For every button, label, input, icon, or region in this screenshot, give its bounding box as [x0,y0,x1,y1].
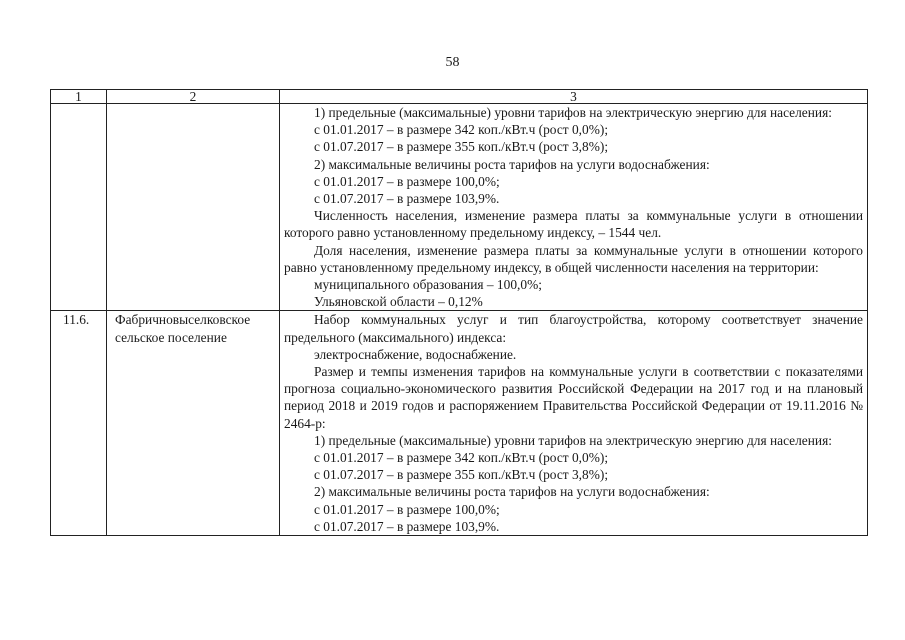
tariff-table [50,89,868,536]
column-header-3: 3 [280,90,868,104]
text-paragraph: муниципального образования – 100,0%; [314,277,542,293]
column-header-1: 1 [51,90,107,104]
settlement-name-cell [107,104,280,311]
row-number: 11.6. [63,312,90,328]
text-paragraph: с 01.07.2017 – в размере 103,9%. [314,191,500,207]
text-paragraph: с 01.01.2017 – в размере 100,0%; [314,173,500,189]
text-paragraph: 2) максимальные величины роста тарифов на услуги водоснабжения: [314,484,710,500]
text-paragraph: с 01.07.2017 – в размере 355 коп./кВт.ч (рост 3,8%); [314,139,609,155]
text-paragraph: Численность населения, изменение размера платы за коммунальные услуги в отношении которого равно установленному предельному индексу, – 1544 чел. [284,208,863,241]
text-paragraph: с 01.07.2017 – в размере 103,9%. [314,518,500,534]
row-number-cell [51,104,107,311]
description-cell [280,104,868,311]
description-cell [280,311,868,536]
settlement-name: Фабричновыселковское сельское поселение [115,312,251,345]
table-row [51,311,868,536]
text-paragraph: с 01.01.2017 – в размере 342 коп./кВт.ч (рост 0,0%); [314,122,609,138]
text-paragraph: Ульяновской области – 0,12% [314,294,483,310]
row-number-cell [51,311,107,536]
text-paragraph: Доля населения, изменение размера платы за коммунальные услуги в отношении которого равно установленному предельному индексу, в общей численности населения на территории: [284,242,863,275]
text-paragraph: Размер и темпы изменения тарифов на коммунальные услуги в соответствии с показателями прогноза социально-экономического развития Российской Федерации на 2017 год и на плановый период 2018 и 2019 годов и распоряжением Правительства Российской Федерации от 19.11.2016 № 2464-р: [284,364,863,431]
text-paragraph: 1) предельные (максимальные) уровни тарифов на электрическую энергию для населения: [314,432,832,448]
column-header-2: 2 [107,90,280,104]
text-paragraph: 1) предельные (максимальные) уровни тарифов на электрическую энергию для населения: [314,105,832,120]
text-paragraph: с 01.01.2017 – в размере 100,0%; [314,501,500,517]
text-paragraph: 2) максимальные величины роста тарифов на услуги водоснабжения: [314,156,710,172]
table-row [51,104,868,311]
text-paragraph: электроснабжение, водоснабжение. [314,346,517,362]
text-paragraph: с 01.07.2017 – в размере 355 коп./кВт.ч (рост 3,8%); [314,467,609,483]
settlement-name-cell [107,311,280,536]
text-paragraph: Набор коммунальных услуг и тип благоустройства, которому соответствует значение предельного (максимального) индекса: [284,312,863,345]
page-number: 58 [445,55,460,70]
text-paragraph: с 01.01.2017 – в размере 342 коп./кВт.ч (рост 0,0%); [314,450,609,466]
table-header-row [51,90,868,104]
